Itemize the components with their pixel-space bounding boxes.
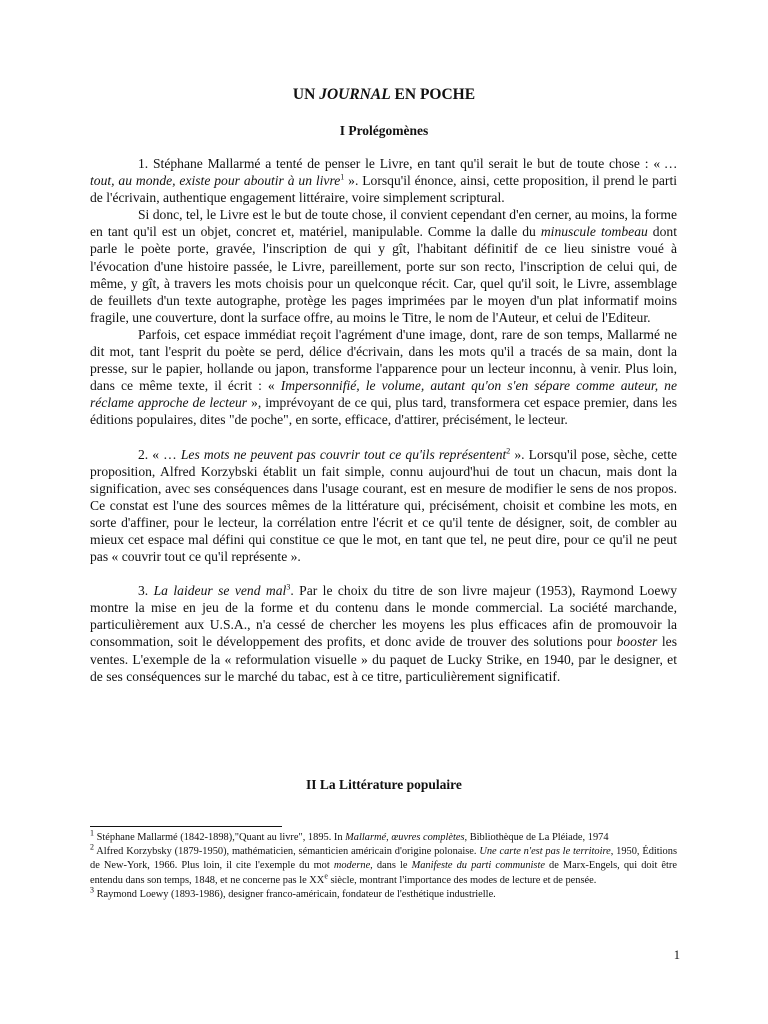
p5-text-b: . Par le choix du titre de son livre majeur (1953), Raymond Loewy montre la mise en jeu de la forme et du contenu dans le monde commercial. La société marchande, particulièrement aux U.S.A., n'a cessé de chercher les moyens les plus efficaces afin de promouvoir la consommation, soit le développement des profits, et donc avide de trouver des solutions pour <box>90 583 677 650</box>
p4-quote: Les mots ne peuvent pas couvrir tout ce qu'ils représentent <box>180 446 507 462</box>
p5-text-a: 3. <box>138 583 154 599</box>
p1-quote: … tout, au monde, existe pour aboutir à un livre <box>90 156 677 189</box>
footnote-2 <box>90 842 677 888</box>
p3-quote: Impersonnifié, le volume, autant qu'on s'en sépare comme auteur, ne réclame approche de lecteur <box>90 378 677 411</box>
section-heading-prolegomenes: I Prolégomènes <box>339 123 429 138</box>
p5-emphasis: booster <box>616 634 658 650</box>
footnote-2-superscript: e <box>324 871 328 881</box>
paragraph-1 <box>90 155 677 206</box>
paragraph-gap <box>90 429 677 446</box>
section-heading-litterature-populaire: II La Littérature populaire <box>306 777 462 792</box>
footnote-2-emphasis-2: moderne, <box>333 860 373 872</box>
footnote-2-text-c: dans le <box>372 860 412 872</box>
footnote-3-number: 3 <box>90 885 94 895</box>
title-prefix: UN <box>292 86 320 103</box>
p5-book-title: La laideur se vend mal <box>153 583 287 599</box>
paragraph-5 <box>90 582 677 685</box>
p1-text-a: 1. Stéphane Mallarmé a tenté de penser le Livre, en tant qu'il serait le but de toute chose : « <box>138 156 665 171</box>
footnote-1-text-a: Stéphane Mallarmé (1842-1898),"Quant au livre", 1895. In <box>94 832 346 843</box>
footnotes <box>90 828 677 902</box>
footnote-2-text-a: Alfred Korzybsky (1879-1950), mathématicien, sémanticien américain d'origine polonaise. <box>94 846 480 858</box>
p3-text-b: », imprévoyant de ce qui, plus tard, transformera cet espace premier, dans les éditions populaires, dites "de poche", en sorte, efficace, d'attirer, précisément, le lecteur. <box>90 395 677 428</box>
p3-text-a: Parfois, cet espace immédiat reçoit l'agrément d'une image, dont, rare de son temps, Mallarmé ne dit mot, tant l'esprit du poète se perd, délice d'écrivain, dans les mots qu'il a tracés de sa main, dont la presse, sur le papier, hollande ou japon, transforme l'apparence pour un lecteur inconnu, à venir. Plus loin, dans ce même texte, il écrit : « <box>90 326 677 394</box>
footnote-1-text-b: , Bibliothèque de La Pléiade, 1974 <box>464 832 609 843</box>
body-text-section-1 <box>90 155 677 685</box>
p1-text-b: ». Lorsqu'il énonce, ainsi, cette proposition, il prend le parti de l'écrivain, authentique engagement littéraire, voire simplement scriptural. <box>90 173 677 206</box>
page-number: 1 <box>673 948 680 962</box>
paragraph-gap <box>90 565 677 582</box>
paragraph-3 <box>90 326 677 429</box>
footnote-2-text-e: siècle, montrant l'importance des modes de lecture et de pensée. <box>327 874 597 886</box>
paragraph-4 <box>90 446 677 566</box>
p2-emphasis: minuscule tombeau <box>540 224 648 240</box>
footnote-1-number: 1 <box>90 828 94 838</box>
footnote-1-emphasis: Mallarmé, œuvres complètes <box>345 832 465 843</box>
footnote-2-text-d: de Marx-Engels, qui doit être entendu dans son temps, 1848, et ne concerne pas le XX <box>90 860 677 886</box>
p2-text-b: dont parle le poète porte, gravée, l'inscription de qui y gît, l'habitant définitif de ce lieu sinistre voué à l'évocation d'une histoire passée, le Livre, pareillement, porte sur son recto, l'inscription de celui qui, de même, y gît, à travers les mots choisis pour un quelconque récit. Car, quel qu'il soit, le Livre, assemblage de feuillets d'un texte autographe, protège les pages imprimées par le moyen d'un plat informatif moins fragile, une couverture, dont la surface offre, au moins le Titre, le nom de l'Auteur, et celui de l'Editeur. <box>90 224 677 325</box>
footnote-1 <box>90 828 677 845</box>
footnote-3-text-a: Raymond Loewy (1893-1986), designer franco-américain, fondateur de l'esthétique industrielle. <box>94 888 496 900</box>
document-title <box>0 86 768 104</box>
footnote-separator <box>90 826 282 827</box>
footnote-2-emphasis-3: Manifeste du parti communiste <box>411 860 545 872</box>
footnote-3 <box>90 885 677 902</box>
title-italic: JOURNAL <box>319 86 391 103</box>
p4-text-a: 2. « … <box>138 446 181 462</box>
title-suffix: EN POCHE <box>390 86 476 103</box>
p4-text-b: ». Lorsqu'il pose, sèche, cette proposition, Alfred Korzybski établit un fait simple, connu aujourd'hui de tout un chacun, mais dont la signification, avec ses conséquences dans l'usage courant, est en mesure de modifier le sens de nos propos. Ce constat est l'une des sources mêmes de la littérature qui, précisément, choisit et combine les mots, en sorte d'affiner, pour le lecteur, la corrélation entre l'écrit et ce qu'il tente de désigner, soit, de combler au mieux cet espace mal défini qui constitue ce que le mot, en tant que tel, ne peut dire, pour ce qu'il ne peut pas « couvrir tout ce qu'il représente ». <box>90 446 678 565</box>
footnote-ref-3: 3 <box>286 582 291 592</box>
p2-text-a: Si donc, tel, le Livre est le but de toute chose, il convient cependant d'en cerner, au moins, la forme en tant qu'il est un objet, concret et, matériel, manipulable. Comme la dalle du <box>90 207 677 240</box>
p5-text-c: les ventes. L'exemple de la « reformulation visuelle » du paquet de Lucky Strike, en 1940, par le designer, et de ses conséquences sur le marché du tabac, est à ce titre, particulièrement significatif. <box>90 634 677 684</box>
footnote-ref-1: 1 <box>340 172 345 182</box>
footnote-2-text-b: , 1950, Éditions de New-York, 1966. Plus loin, il cite l'exemple du mot <box>90 846 677 872</box>
paragraph-2 <box>90 206 677 326</box>
footnote-2-emphasis-1: Une carte n'est pas le territoire <box>479 846 611 858</box>
footnote-2-number: 2 <box>90 842 94 852</box>
footnote-ref-2: 2 <box>506 445 511 455</box>
